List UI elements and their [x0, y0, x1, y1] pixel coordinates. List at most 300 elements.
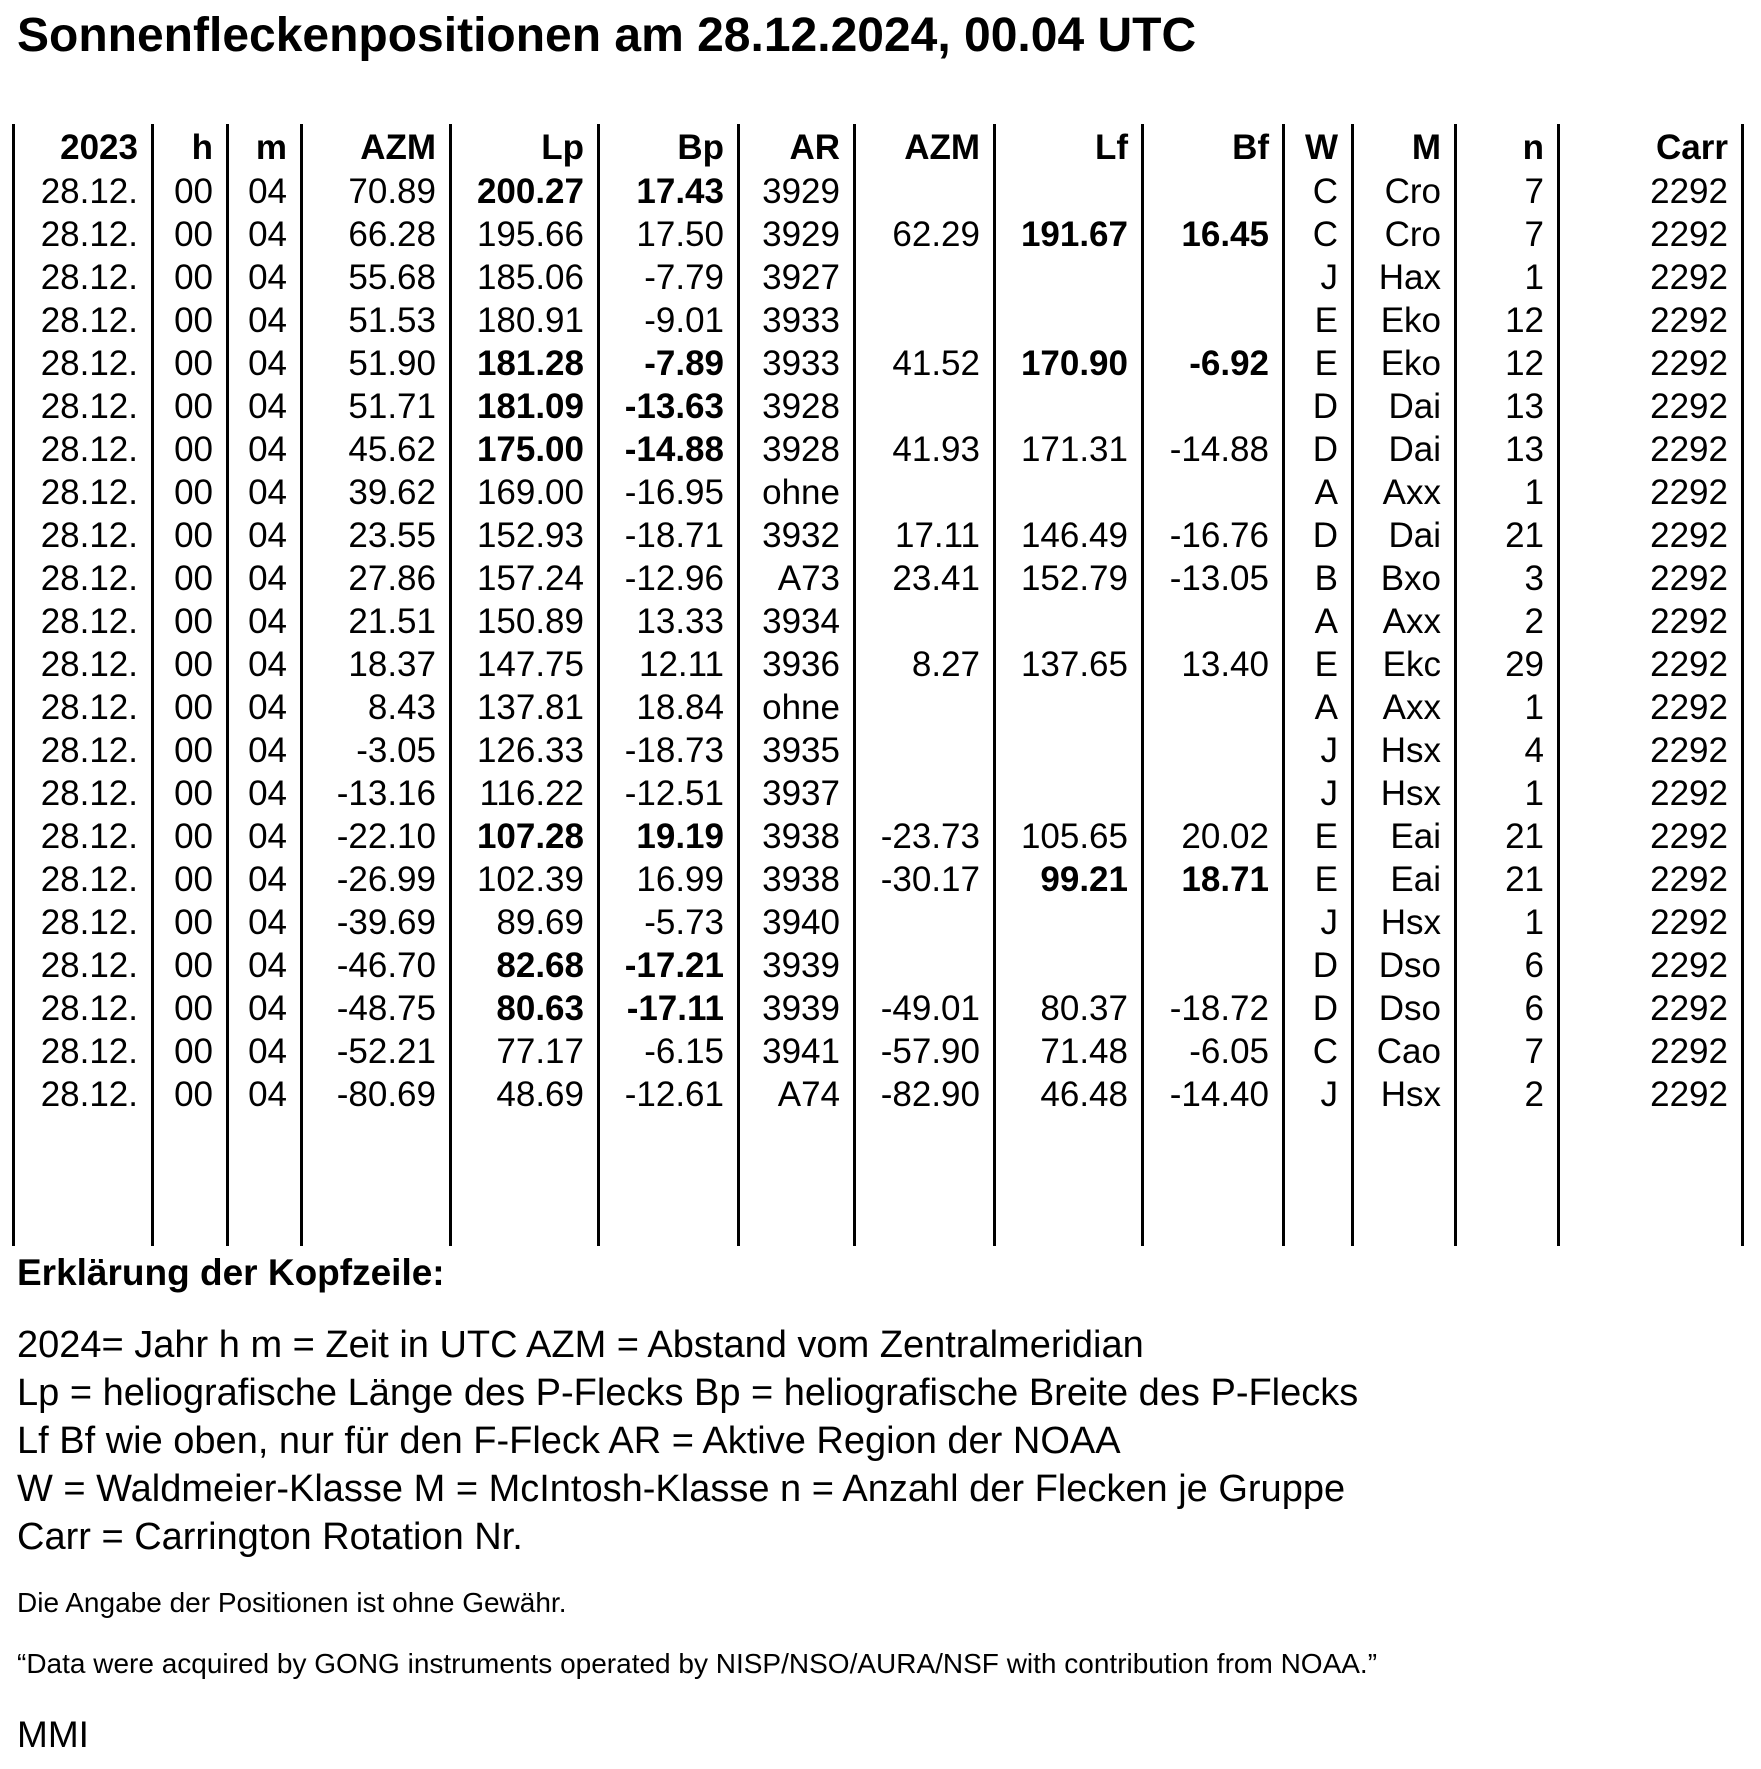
- cell-azm-p: 18.37: [348, 645, 436, 684]
- cell-bp: -17.21: [624, 946, 724, 985]
- cell-carrington: 2292: [1650, 301, 1728, 340]
- cell-year-date: 28.12.: [40, 344, 138, 383]
- cell-carrington: 2292: [1650, 215, 1728, 254]
- explanation-line: 2024= Jahr h m = Zeit in UTC AZM = Abstand vom Zentralmeridian: [17, 1324, 1144, 1366]
- column-divider: [993, 124, 996, 1246]
- cell-mcintosh: Dai: [1388, 516, 1441, 555]
- cell-year-date: 28.12.: [40, 301, 138, 340]
- cell-year-date: 28.12.: [40, 817, 138, 856]
- cell-lp: 77.17: [496, 1032, 584, 1071]
- cell-azm-p: -22.10: [336, 817, 436, 856]
- cell-waldmeier: E: [1314, 817, 1338, 856]
- cell-mcintosh: Hsx: [1380, 774, 1441, 813]
- cell-hour: 00: [174, 473, 213, 512]
- cell-waldmeier: C: [1312, 172, 1338, 211]
- cell-lp: 48.69: [496, 1075, 584, 1114]
- cell-bp: 13.33: [636, 602, 724, 641]
- cell-azm-p: 23.55: [348, 516, 436, 555]
- cell-azm-p: 51.53: [348, 301, 436, 340]
- cell-spot-count: 21: [1505, 860, 1544, 899]
- cell-bp: -17.11: [626, 989, 724, 1028]
- cell-year-date: 28.12.: [40, 172, 138, 211]
- cell-spot-count: 6: [1524, 989, 1544, 1028]
- cell-bp: 17.50: [636, 215, 724, 254]
- cell-lf: 71.48: [1040, 1032, 1128, 1071]
- cell-hour: 00: [174, 817, 213, 856]
- cell-azm-p: 8.43: [367, 688, 436, 727]
- cell-minute: 04: [248, 172, 287, 211]
- cell-spot-count: 1: [1524, 258, 1544, 297]
- cell-bp: -12.61: [624, 1075, 724, 1114]
- cell-carrington: 2292: [1650, 817, 1728, 856]
- cell-lp: 180.91: [476, 301, 584, 340]
- explanation-line: Carr = Carrington Rotation Nr.: [17, 1516, 523, 1558]
- cell-ar: 3933: [762, 301, 840, 340]
- cell-hour: 00: [174, 903, 213, 942]
- cell-carrington: 2292: [1650, 1075, 1728, 1114]
- cell-lp: 200.27: [476, 172, 584, 211]
- cell-hour: 00: [174, 688, 213, 727]
- cell-bf: -14.88: [1169, 430, 1269, 469]
- cell-carrington: 2292: [1650, 903, 1728, 942]
- cell-bp: 19.19: [636, 817, 724, 856]
- cell-lp: 82.68: [496, 946, 584, 985]
- cell-waldmeier: D: [1312, 989, 1338, 1028]
- cell-lf: 146.49: [1020, 516, 1128, 555]
- cell-carrington: 2292: [1650, 387, 1728, 426]
- cell-waldmeier: E: [1314, 645, 1338, 684]
- cell-mcintosh: Cao: [1376, 1032, 1441, 1071]
- cell-azm-p: 70.89: [348, 172, 436, 211]
- cell-bf: -16.76: [1169, 516, 1269, 555]
- cell-spot-count: 1: [1524, 774, 1544, 813]
- cell-lp: 147.75: [476, 645, 584, 684]
- cell-bf: 16.45: [1181, 215, 1269, 254]
- cell-mcintosh: Dso: [1378, 989, 1441, 1028]
- cell-waldmeier: J: [1320, 1075, 1338, 1114]
- cell-azm-f: -82.90: [880, 1075, 980, 1114]
- cell-spot-count: 7: [1524, 1032, 1544, 1071]
- cell-bf: -6.92: [1189, 344, 1269, 383]
- cell-waldmeier: J: [1320, 258, 1338, 297]
- cell-spot-count: 6: [1524, 946, 1544, 985]
- cell-spot-count: 13: [1505, 387, 1544, 426]
- cell-waldmeier: J: [1320, 774, 1338, 813]
- cell-year-date: 28.12.: [40, 903, 138, 942]
- cell-ar: 3929: [762, 215, 840, 254]
- cell-azm-p: 55.68: [348, 258, 436, 297]
- cell-ar: 3935: [762, 731, 840, 770]
- cell-ar: 3938: [762, 817, 840, 856]
- cell-lp: 137.81: [476, 688, 584, 727]
- cell-ar: 3941: [762, 1032, 840, 1071]
- cell-minute: 04: [248, 645, 287, 684]
- cell-ar: 3939: [762, 989, 840, 1028]
- cell-azm-f: 41.52: [892, 344, 980, 383]
- cell-azm-p: 21.51: [348, 602, 436, 641]
- cell-carrington: 2292: [1650, 258, 1728, 297]
- header-carrington: Carr: [1656, 128, 1728, 167]
- column-divider: [597, 124, 600, 1246]
- cell-mcintosh: Axx: [1382, 688, 1441, 727]
- cell-waldmeier: C: [1312, 215, 1338, 254]
- cell-hour: 00: [174, 344, 213, 383]
- cell-lp: 175.00: [476, 430, 584, 469]
- cell-azm-f: 62.29: [892, 215, 980, 254]
- cell-lp: 181.28: [476, 344, 584, 383]
- cell-carrington: 2292: [1650, 559, 1728, 598]
- cell-azm-f: -23.73: [880, 817, 980, 856]
- cell-bp: -5.73: [644, 903, 724, 942]
- cell-minute: 04: [248, 1032, 287, 1071]
- cell-year-date: 28.12.: [40, 946, 138, 985]
- cell-ar: 3933: [762, 344, 840, 383]
- cell-mcintosh: Hax: [1378, 258, 1441, 297]
- cell-mcintosh: Ekc: [1382, 645, 1441, 684]
- column-divider: [853, 124, 856, 1246]
- cell-ar: 3938: [762, 860, 840, 899]
- cell-lf: 137.65: [1020, 645, 1128, 684]
- column-divider: [1454, 124, 1457, 1246]
- cell-bp: 18.84: [636, 688, 724, 727]
- cell-hour: 00: [174, 645, 213, 684]
- explanation-line: Lf Bf wie oben, nur für den F-Fleck AR = Aktive Region der NOAA: [17, 1420, 1121, 1462]
- cell-spot-count: 1: [1524, 688, 1544, 727]
- cell-spot-count: 3: [1524, 559, 1544, 598]
- cell-year-date: 28.12.: [40, 430, 138, 469]
- cell-carrington: 2292: [1650, 430, 1728, 469]
- cell-hour: 00: [174, 172, 213, 211]
- cell-minute: 04: [248, 903, 287, 942]
- cell-year-date: 28.12.: [40, 688, 138, 727]
- cell-year-date: 28.12.: [40, 774, 138, 813]
- cell-year-date: 28.12.: [40, 860, 138, 899]
- cell-bf: -14.40: [1169, 1075, 1269, 1114]
- cell-mcintosh: Eko: [1380, 301, 1441, 340]
- cell-carrington: 2292: [1650, 989, 1728, 1028]
- cell-hour: 00: [174, 774, 213, 813]
- cell-azm-f: 41.93: [892, 430, 980, 469]
- cell-spot-count: 12: [1505, 344, 1544, 383]
- cell-waldmeier: A: [1314, 602, 1338, 641]
- cell-spot-count: 2: [1524, 602, 1544, 641]
- cell-lp: 116.22: [479, 774, 584, 813]
- cell-azm-f: -30.17: [880, 860, 980, 899]
- header-year-date: 2023: [60, 128, 138, 167]
- cell-hour: 00: [174, 516, 213, 555]
- column-divider: [1282, 124, 1285, 1246]
- cell-bp: -13.63: [624, 387, 724, 426]
- cell-year-date: 28.12.: [40, 602, 138, 641]
- cell-lp: 89.69: [496, 903, 584, 942]
- cell-minute: 04: [248, 688, 287, 727]
- cell-azm-p: -26.99: [336, 860, 436, 899]
- cell-lp: 126.33: [476, 731, 584, 770]
- column-divider: [151, 124, 154, 1246]
- cell-year-date: 28.12.: [40, 1075, 138, 1114]
- cell-minute: 04: [248, 301, 287, 340]
- cell-year-date: 28.12.: [40, 645, 138, 684]
- cell-minute: 04: [248, 516, 287, 555]
- cell-bf: 13.40: [1181, 645, 1269, 684]
- cell-waldmeier: D: [1312, 946, 1338, 985]
- cell-spot-count: 7: [1524, 215, 1544, 254]
- cell-mcintosh: Dai: [1388, 430, 1441, 469]
- cell-azm-f: -49.01: [880, 989, 980, 1028]
- cell-mcintosh: Axx: [1382, 602, 1441, 641]
- cell-waldmeier: E: [1314, 860, 1338, 899]
- cell-minute: 04: [248, 1075, 287, 1114]
- cell-lf: 46.48: [1040, 1075, 1128, 1114]
- cell-azm-f: 8.27: [911, 645, 980, 684]
- cell-waldmeier: C: [1312, 1032, 1338, 1071]
- cell-carrington: 2292: [1650, 774, 1728, 813]
- cell-ar: 3934: [762, 602, 840, 641]
- cell-spot-count: 13: [1505, 430, 1544, 469]
- cell-carrington: 2292: [1650, 344, 1728, 383]
- cell-carrington: 2292: [1650, 946, 1728, 985]
- cell-mcintosh: Eai: [1390, 860, 1441, 899]
- cell-carrington: 2292: [1650, 1032, 1728, 1071]
- cell-mcintosh: Dai: [1388, 387, 1441, 426]
- cell-ar: 3927: [762, 258, 840, 297]
- cell-hour: 00: [174, 1032, 213, 1071]
- cell-azm-p: -80.69: [336, 1075, 436, 1114]
- cell-bp: -7.79: [644, 258, 724, 297]
- cell-hour: 00: [174, 602, 213, 641]
- cell-ar: 3928: [762, 387, 840, 426]
- header-azm-p: AZM: [360, 128, 436, 167]
- cell-bp: -6.15: [644, 1032, 724, 1071]
- cell-azm-p: -46.70: [336, 946, 436, 985]
- cell-bp: -12.96: [624, 559, 724, 598]
- cell-waldmeier: E: [1314, 344, 1338, 383]
- cell-mcintosh: Axx: [1382, 473, 1441, 512]
- cell-azm-p: -52.21: [336, 1032, 436, 1071]
- cell-lf: 105.65: [1020, 817, 1128, 856]
- header-ar: AR: [789, 128, 840, 167]
- header-hour: h: [191, 128, 213, 167]
- cell-hour: 00: [174, 559, 213, 598]
- cell-spot-count: 21: [1505, 817, 1544, 856]
- cell-mcintosh: Bxo: [1380, 559, 1441, 598]
- cell-carrington: 2292: [1650, 516, 1728, 555]
- cell-year-date: 28.12.: [40, 559, 138, 598]
- cell-waldmeier: A: [1314, 688, 1338, 727]
- cell-minute: 04: [248, 946, 287, 985]
- cell-azm-p: 39.62: [348, 473, 436, 512]
- header-spot-count: n: [1522, 128, 1544, 167]
- column-divider: [226, 124, 229, 1246]
- cell-year-date: 28.12.: [40, 989, 138, 1028]
- cell-bp: -14.88: [624, 430, 724, 469]
- cell-minute: 04: [248, 860, 287, 899]
- cell-ar: A73: [777, 559, 840, 598]
- cell-lp: 102.39: [476, 860, 584, 899]
- page-title: Sonnenfleckenpositionen am 28.12.2024, 00.04 UTC: [17, 9, 1197, 62]
- column-divider: [737, 124, 740, 1246]
- cell-minute: 04: [248, 989, 287, 1028]
- cell-azm-p: 27.86: [348, 559, 436, 598]
- cell-year-date: 28.12.: [40, 387, 138, 426]
- cell-lp: 169.00: [476, 473, 584, 512]
- cell-azm-p: 51.90: [348, 344, 436, 383]
- cell-lp: 195.66: [476, 215, 584, 254]
- cell-lp: 181.09: [476, 387, 584, 426]
- cell-azm-p: -48.75: [336, 989, 436, 1028]
- cell-carrington: 2292: [1650, 602, 1728, 641]
- cell-ar: 3937: [762, 774, 840, 813]
- cell-carrington: 2292: [1650, 731, 1728, 770]
- cell-bf: -18.72: [1169, 989, 1269, 1028]
- cell-year-date: 28.12.: [40, 258, 138, 297]
- cell-mcintosh: Hsx: [1380, 903, 1441, 942]
- cell-azm-f: 17.11: [895, 516, 980, 555]
- cell-hour: 00: [174, 387, 213, 426]
- cell-bp: -7.89: [644, 344, 724, 383]
- cell-minute: 04: [248, 387, 287, 426]
- cell-mcintosh: Dso: [1378, 946, 1441, 985]
- cell-waldmeier: E: [1314, 301, 1338, 340]
- column-divider: [1557, 124, 1560, 1246]
- cell-minute: 04: [248, 473, 287, 512]
- cell-spot-count: 7: [1524, 172, 1544, 211]
- cell-ar: 3928: [762, 430, 840, 469]
- cell-waldmeier: A: [1314, 473, 1338, 512]
- cell-azm-p: -3.05: [356, 731, 436, 770]
- cell-minute: 04: [248, 215, 287, 254]
- disclaimer-note: Die Angabe der Positionen ist ohne Gewähr.: [17, 1587, 567, 1618]
- cell-hour: 00: [174, 860, 213, 899]
- cell-ar: 3936: [762, 645, 840, 684]
- cell-azm-p: 51.71: [348, 387, 436, 426]
- cell-lp: 157.24: [476, 559, 584, 598]
- cell-bf: 20.02: [1181, 817, 1269, 856]
- header-minute: m: [255, 128, 287, 167]
- cell-hour: 00: [174, 430, 213, 469]
- header-bp: Bp: [677, 128, 724, 167]
- cell-spot-count: 1: [1524, 473, 1544, 512]
- cell-azm-p: 45.62: [348, 430, 436, 469]
- explanation-heading: Erklärung der Kopfzeile:: [17, 1252, 445, 1293]
- cell-mcintosh: Hsx: [1380, 731, 1441, 770]
- column-divider: [1351, 124, 1354, 1246]
- cell-bp: -18.73: [624, 731, 724, 770]
- header-lp: Lp: [541, 128, 584, 167]
- column-divider: [300, 124, 303, 1246]
- header-azm-f: AZM: [904, 128, 980, 167]
- cell-bp: -12.51: [624, 774, 724, 813]
- cell-minute: 04: [248, 559, 287, 598]
- cell-carrington: 2292: [1650, 473, 1728, 512]
- column-divider: [1741, 124, 1744, 1246]
- cell-waldmeier: D: [1312, 516, 1338, 555]
- data-credit-note: “Data were acquired by GONG instruments operated by NISP/NSO/AURA/NSF with contribution from NOAA.”: [17, 1648, 1378, 1679]
- cell-mcintosh: Cro: [1384, 172, 1441, 211]
- cell-hour: 00: [174, 215, 213, 254]
- cell-ar: 3932: [762, 516, 840, 555]
- cell-minute: 04: [248, 774, 287, 813]
- cell-bp: -9.01: [644, 301, 724, 340]
- cell-carrington: 2292: [1650, 860, 1728, 899]
- cell-year-date: 28.12.: [40, 731, 138, 770]
- header-lf: Lf: [1094, 128, 1128, 167]
- cell-year-date: 28.12.: [40, 473, 138, 512]
- cell-bp: -16.95: [624, 473, 724, 512]
- cell-azm-f: 23.41: [892, 559, 980, 598]
- cell-ar: A74: [777, 1075, 840, 1114]
- cell-minute: 04: [248, 344, 287, 383]
- cell-azm-f: -57.90: [880, 1032, 980, 1071]
- cell-waldmeier: J: [1320, 903, 1338, 942]
- signature: MMI: [17, 1714, 89, 1755]
- cell-hour: 00: [174, 1075, 213, 1114]
- explanation-line: W = Waldmeier-Klasse M = McIntosh-Klasse n = Anzahl der Flecken je Gruppe: [17, 1468, 1346, 1510]
- cell-hour: 00: [174, 946, 213, 985]
- cell-spot-count: 12: [1505, 301, 1544, 340]
- cell-bp: 16.99: [636, 860, 724, 899]
- cell-hour: 00: [174, 989, 213, 1028]
- cell-year-date: 28.12.: [40, 215, 138, 254]
- cell-minute: 04: [248, 731, 287, 770]
- explanation-line: Lp = heliografische Länge des P-Flecks Bp = heliografische Breite des P-Flecks: [17, 1372, 1359, 1414]
- cell-lf: 170.90: [1020, 344, 1128, 383]
- cell-spot-count: 21: [1505, 516, 1544, 555]
- cell-lf: 152.79: [1020, 559, 1128, 598]
- cell-waldmeier: B: [1314, 559, 1338, 598]
- cell-mcintosh: Eko: [1380, 344, 1441, 383]
- cell-ar: 3940: [762, 903, 840, 942]
- header-mcintosh: M: [1411, 128, 1441, 167]
- cell-spot-count: 1: [1524, 903, 1544, 942]
- cell-ar: ohne: [762, 688, 840, 727]
- cell-azm-p: -13.16: [336, 774, 436, 813]
- cell-waldmeier: J: [1320, 731, 1338, 770]
- cell-carrington: 2292: [1650, 688, 1728, 727]
- cell-minute: 04: [248, 817, 287, 856]
- cell-spot-count: 2: [1524, 1075, 1544, 1114]
- cell-mcintosh: Cro: [1384, 215, 1441, 254]
- cell-waldmeier: D: [1312, 387, 1338, 426]
- cell-azm-p: -39.69: [336, 903, 436, 942]
- cell-lp: 185.06: [476, 258, 584, 297]
- cell-carrington: 2292: [1650, 645, 1728, 684]
- cell-hour: 00: [174, 258, 213, 297]
- cell-bp: 17.43: [636, 172, 724, 211]
- cell-lf: 191.67: [1020, 215, 1128, 254]
- cell-spot-count: 29: [1505, 645, 1544, 684]
- column-divider: [12, 124, 15, 1246]
- header-bf: Bf: [1232, 128, 1269, 167]
- cell-ar: 3939: [762, 946, 840, 985]
- cell-minute: 04: [248, 602, 287, 641]
- column-divider: [1141, 124, 1144, 1246]
- cell-bp: 12.11: [639, 645, 724, 684]
- cell-hour: 00: [174, 301, 213, 340]
- cell-bf: 18.71: [1181, 860, 1269, 899]
- cell-lp: 150.89: [476, 602, 584, 641]
- cell-year-date: 28.12.: [40, 1032, 138, 1071]
- cell-lf: 171.31: [1020, 430, 1128, 469]
- cell-year-date: 28.12.: [40, 516, 138, 555]
- cell-lf: 99.21: [1040, 860, 1128, 899]
- cell-bp: -18.71: [624, 516, 724, 555]
- cell-bf: -13.05: [1169, 559, 1269, 598]
- cell-ar: 3929: [762, 172, 840, 211]
- cell-carrington: 2292: [1650, 172, 1728, 211]
- cell-bf: -6.05: [1189, 1032, 1269, 1071]
- column-divider: [449, 124, 452, 1246]
